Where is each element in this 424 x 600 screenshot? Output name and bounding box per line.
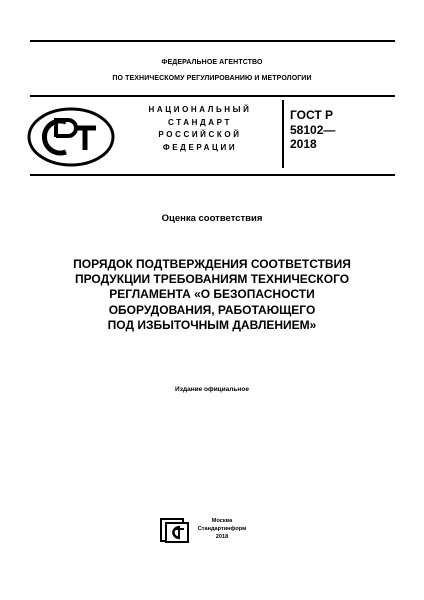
standard-line1: НАЦИОНАЛЬНЫЙ — [148, 105, 252, 114]
top-rule — [30, 40, 395, 42]
designation-line2: 58102— — [290, 122, 336, 137]
publisher-name: Стандартинформ — [197, 525, 247, 532]
agency-name-line2: ПО ТЕХНИЧЕСКОМУ РЕГУЛИРОВАНИЮ И МЕТРОЛОГИИ — [112, 75, 312, 82]
title-line: РЕГЛАМЕНТА «О БЕЗОПАСНОСТИ — [109, 287, 315, 302]
document-title — [20, 257, 404, 333]
publisher-year: 2018 — [215, 533, 229, 540]
vertical-divider — [282, 100, 284, 168]
title-line: ПОД ИЗБЫТОЧНЫМ ДАВЛЕНИЕМ» — [107, 317, 317, 332]
edition-label: Издание официальное — [175, 386, 249, 393]
publisher-info — [192, 518, 252, 541]
standard-type — [140, 104, 260, 155]
publisher-city: Москва — [211, 518, 233, 524]
gost-r-emblem-icon — [26, 106, 116, 168]
middle-rule — [30, 174, 395, 176]
agency-name-line1: ФЕДЕРАЛЬНОЕ АГЕНТСТВО — [161, 59, 263, 66]
standard-designation — [290, 108, 390, 152]
title-line: ПОРЯДОК ПОДТВЕРЖДЕНИЯ СООТВЕТСТВИЯ — [73, 257, 351, 271]
standard-line4: ФЕДЕРАЦИИ — [162, 143, 238, 153]
title-line: ПРОДУКЦИИ ТРЕБОВАНИЯМ ТЕХНИЧЕСКОГО — [74, 272, 350, 287]
standard-line2: СТАНДАРТ — [168, 117, 232, 127]
header-rule — [30, 95, 395, 97]
document-subtitle: Оценка соответствия — [161, 213, 263, 224]
title-line: ОБОРУДОВАНИЯ, РАБОТАЮЩЕГО — [108, 302, 316, 317]
designation-line1: ГОСТ Р — [290, 108, 334, 122]
standartinform-logo-icon — [160, 518, 190, 544]
designation-line3: 2018 — [290, 137, 317, 151]
standard-line3: РОССИЙСКОЙ — [158, 130, 242, 140]
